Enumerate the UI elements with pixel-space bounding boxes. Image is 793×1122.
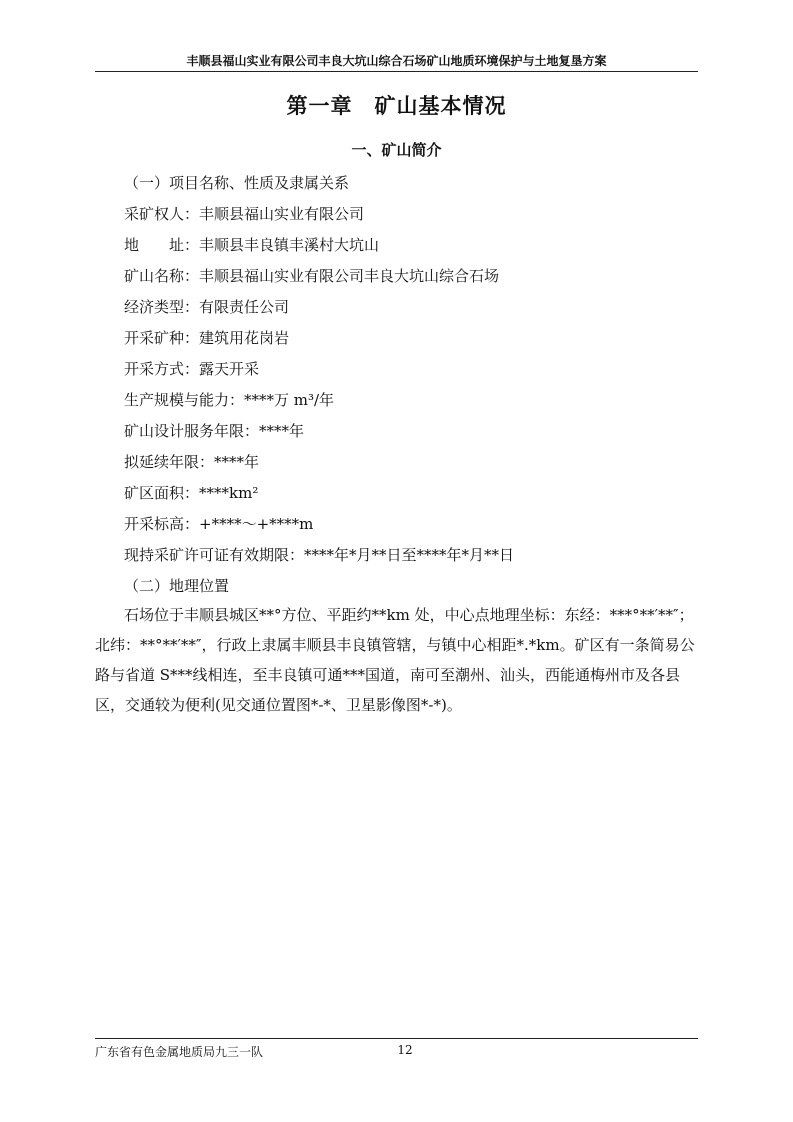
info-line-mining-method: 开采方式：露天开采 [124,360,260,378]
info-line-elevation: 开采标高：+****～+****m [124,515,314,533]
info-line-mine-name: 矿山名称：丰顺县福山实业有限公司丰良大坑山综合石场 [124,267,500,285]
header-divider [95,71,698,72]
info-line-extension: 拟延续年限：****年 [124,453,260,471]
info-line-service-life: 矿山设计服务年限：****年 [124,422,305,440]
info-line-mineral: 开采矿种：建筑用花岗岩 [124,329,290,347]
info-line-address: 地 址：丰顺县丰良镇丰溪村大坑山 [124,236,380,254]
footer-organization: 广东省有色金属地质局九三一队 [95,1045,264,1059]
running-header: 丰顺县福山实业有限公司丰良大坑山综合石场矿山地质环境保护与土地复垦方案 [186,54,607,68]
footer-divider [95,1038,698,1039]
info-line-economy-type: 经济类型：有限责任公司 [124,298,290,316]
subsection-heading-location: （二）地理位置 [124,577,230,595]
info-line-license-period: 现持采矿许可证有效期限：****年*月**日至****年*月**日 [124,546,515,564]
page-number: 12 [397,1043,413,1057]
section-title: 一、矿山简介 [351,141,442,159]
info-line-area: 矿区面积：****km² [124,484,259,502]
chapter-title: 第一章 矿山基本情况 [286,93,507,118]
location-paragraph: 石场位于丰顺县城区**°方位、平距约**km 处，中心点地理坐标：东经：***°**′**″；北纬：**°**′**″，行政上隶属丰顺县丰良镇管辖，与镇中心相距*.*km。矿区有一条简易公路与省道 S***线相连，至丰良镇可通***国道，南可至潮州、汕头，西能通梅州市及各县区，交通较为便利(见交通位置图*-*、卫星影像图*-*)。 [95,606,695,714]
info-line-owner: 采矿权人：丰顺县福山实业有限公司 [124,205,365,223]
info-line-capacity: 生产规模与能力：****万 m³/年 [124,391,335,409]
subsection-heading-project: （一）项目名称、性质及隶属关系 [124,174,350,192]
